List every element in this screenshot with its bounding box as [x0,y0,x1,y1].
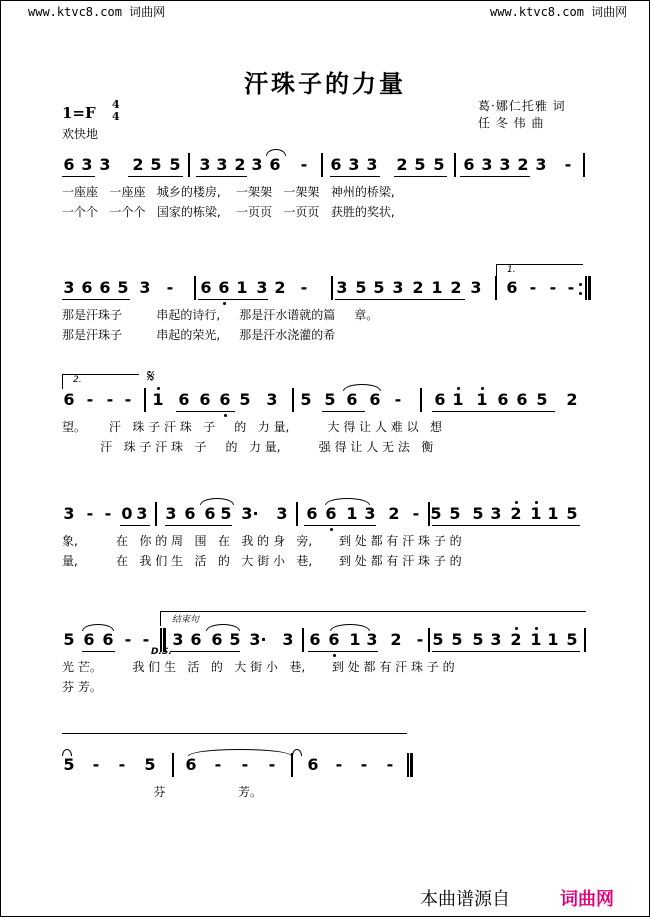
low-octave-dot [223,302,226,305]
note: 5 [150,155,162,174]
final-barline [588,276,591,300]
lyrics-verse-2: 一个个 一个个 国家的栋梁, 一页页 一页页 获胜的奖状, [62,205,395,219]
high-octave-dot [515,627,518,630]
note: 2 [412,278,424,297]
note: 2 [234,155,246,174]
note: 3 [392,278,404,297]
note: 2 [132,155,144,174]
note: - [92,755,100,774]
note: 3· [241,504,259,523]
note: 6 [81,278,93,297]
beam-underline [165,525,232,526]
barline [454,153,456,177]
note: 6 [99,278,111,297]
note: 3 [364,504,376,523]
note: 3 [490,504,502,523]
note: - [86,390,94,409]
note: - [335,755,343,774]
note: - [567,278,575,297]
note: - [106,390,114,409]
lyrics-verse-2: 芬 芳。 [62,680,102,694]
footer-brand-link[interactable]: 词曲网 [560,889,614,910]
note: 3 [251,155,263,174]
note: 6 [516,390,528,409]
slur-tie [292,749,302,756]
barline [155,502,157,526]
note: 5 [451,630,463,649]
note: 5 [220,504,232,523]
note: 1 [452,390,464,409]
beam-underline [128,176,183,177]
lyrics-verse-1: 一座座 一座座 城乡的楼房, 一架架 一架架 神州的桥梁, [62,185,395,199]
note: 6 [269,155,281,174]
note: 6 [178,390,190,409]
note: 2 [517,155,529,174]
note: 3 [348,155,360,174]
note: 5 [566,630,578,649]
note: 3 [63,278,75,297]
note: 0 [121,504,133,523]
beam-underline [170,651,240,652]
note: 1 [152,390,164,409]
note: 6 [328,630,340,649]
note: 6 [63,390,75,409]
barline [583,153,585,177]
note: 6 [369,390,381,409]
barline [292,388,294,412]
note: 2 [390,630,402,649]
barline [585,276,587,300]
note: 1 [547,504,559,523]
lyrics-verse-1: 象, 在 你 的 周 围 在 我 的 身 旁, 到 处 都 有 汗 珠 子 的 [62,534,462,548]
barline [194,276,196,300]
barline [584,628,586,652]
note: 2 [396,155,408,174]
note: 5 [169,155,181,174]
note: - [104,504,112,523]
barline [302,628,304,652]
note: 3 [63,504,75,523]
lyrics-verse-1: 望。 汗 珠 子 汗 珠 子 的 力 量, 大 得 让 人 难 以 想 [62,420,443,434]
note: 2 [510,504,522,523]
beam-underline [335,299,465,300]
composer-credit: 任 冬 伟 曲 [478,116,545,130]
lyrics-verse-2: 那是汗珠子 串起的荣光, 那是汗水浇灌的希 [62,328,336,342]
note: 3 [99,155,111,174]
high-octave-dot [535,501,538,504]
meter-bottom: 4 [112,110,120,123]
note: 5 [117,278,129,297]
song-title: 汗珠子的力量 [244,69,406,98]
slur-tie [343,384,381,391]
note: 3 [172,630,184,649]
note: 2 [450,278,462,297]
lyricist-credit: 葛·娜仁托雅 词 [478,99,566,113]
key-signature: 1=F [62,104,96,122]
volta-second-label: 2. [73,375,82,385]
segno-sign: 𝄋 [147,366,155,387]
note: 5 [449,504,461,523]
note: 1 [530,630,542,649]
note: 6 [306,504,318,523]
note: - [142,630,150,649]
beam-underline [198,299,268,300]
low-octave-dot [330,528,333,531]
slur-tie [325,498,370,505]
note: 3 [282,630,294,649]
high-octave-dot [481,387,484,390]
beam-underline [394,176,447,177]
note: 3 [366,155,378,174]
note: - [394,390,402,409]
note: 6 [497,390,509,409]
barline [420,388,422,412]
note: - [416,630,424,649]
note: 6 [463,155,475,174]
note: 5 [472,630,484,649]
time-signature [112,99,120,123]
note: 3 [481,155,493,174]
note: 6 [307,755,319,774]
volta-first-label: 1. [507,265,516,275]
note: 2 [388,504,400,523]
barline [296,502,298,526]
repeat-dot [579,292,582,295]
note: 1 [236,278,248,297]
note: 3 [366,630,378,649]
note: 5 [433,155,445,174]
barline [331,276,333,300]
beam-underline [176,411,235,412]
note: 5 [63,630,75,649]
note: 3· [249,630,267,649]
note: 6 [185,755,197,774]
beam-underline [460,176,530,177]
barline [188,153,190,177]
note: 5 [355,278,367,297]
note: 6 [204,504,216,523]
lyrics-verse-1: 那是汗珠子 串起的诗行, 那是汗水谱就的篇 章。 [62,308,379,322]
note: 5 [430,504,442,523]
beam-underline [82,651,115,652]
note: 3 [256,278,268,297]
note: 5 [414,155,426,174]
ending-bracket [160,611,586,626]
note: 6 [219,390,231,409]
site-watermark-left[interactable]: www.ktvc8.com 词曲网 [28,5,166,19]
note: - [300,278,308,297]
barline [407,753,409,777]
note: 6 [184,504,196,523]
note: 5 [536,390,548,409]
dal-segno-mark: D.S. [151,647,172,657]
note: 6 [200,278,212,297]
note: 5 [324,390,336,409]
note: 6 [330,155,342,174]
note: 6 [309,630,321,649]
low-octave-dot [333,654,336,657]
note: 6 [218,278,230,297]
barline [172,753,174,777]
note: 3 [139,278,151,297]
note: 6 [63,155,75,174]
tempo-marking: 欢快地 [62,127,99,141]
beam-underline [196,176,247,177]
note: 6 [211,630,223,649]
note: 6 [199,390,211,409]
note: 2 [274,278,286,297]
ending-bracket-continued [62,733,407,748]
beam-underline [62,176,95,177]
meter-top: 4 [112,98,120,111]
lyrics-verse-2: 量, 在 我 们 生 活 的 大 街 小 巷, 到 处 都 有 汗 珠 子 的 [62,554,462,568]
note: 3 [490,630,502,649]
beam-underline [330,176,380,177]
note: 6 [434,390,446,409]
note: - [268,755,276,774]
note: 3 [216,155,228,174]
slur-tie [188,749,292,756]
barline [495,276,497,300]
note: - [214,755,222,774]
footer-source-text: 本曲谱源自 [420,889,510,910]
beam-underline [432,411,555,412]
note: - [124,390,132,409]
note: - [564,155,572,174]
note: - [300,155,308,174]
ending-label: 结束句 [172,615,200,625]
beam-underline [432,525,580,526]
note: 3 [81,155,93,174]
note: 3 [336,278,348,297]
slur-tie [200,498,234,505]
low-octave-dot [224,414,227,417]
note: 2 [566,390,578,409]
note: - [86,504,94,523]
high-octave-dot [515,501,518,504]
note: 3 [276,504,288,523]
lyrics-verse-1: 光 芒。 我 们 生 活 的 大 街 小 巷, 到 处 都 有 汗 珠 子 的 [62,660,455,674]
note: 1 [476,390,488,409]
note: 1 [547,630,559,649]
note: 3 [535,155,547,174]
note: 3 [136,504,148,523]
note: - [412,504,420,523]
slur-tie [266,149,286,156]
beam-underline [304,525,376,526]
note: - [118,755,126,774]
high-octave-dot [457,387,460,390]
note: 6 [506,278,518,297]
high-octave-dot [535,627,538,630]
note: - [166,278,174,297]
barline [291,753,293,777]
beam-underline [322,411,365,412]
note: - [241,755,249,774]
note: 5 [472,504,484,523]
note: 3 [165,504,177,523]
beam-underline [432,651,580,652]
note: 5 [63,755,75,774]
note: 6 [325,504,337,523]
note: 5 [239,390,251,409]
note: 3 [199,155,211,174]
note: 2 [510,630,522,649]
note: 5 [300,390,312,409]
high-octave-dot [157,387,160,390]
beam-underline [308,651,378,652]
note: 3 [470,278,482,297]
note: 6 [190,630,202,649]
repeat-dot [579,283,582,286]
note: - [549,278,557,297]
note: 6 [83,630,95,649]
lyrics-verse-1: 芬 芳。 [62,785,263,799]
note: 5 [229,630,241,649]
slur-tie [82,624,114,631]
note: 6 [102,630,114,649]
note: - [124,630,132,649]
note: 5 [373,278,385,297]
final-barline [410,753,413,777]
note: 1 [349,630,361,649]
slur-tie [62,749,72,756]
note: - [360,755,368,774]
lyrics-verse-2: 汗 珠 子 汗 珠 子 的 力 量, 强 得 让 人 无 法 衡 [62,440,434,454]
note: 3 [499,155,511,174]
beam-underline [120,525,150,526]
note: 6 [346,390,358,409]
note: 5 [566,504,578,523]
barline [428,502,430,526]
note: 1 [346,504,358,523]
note: 1 [431,278,443,297]
barline [428,628,430,652]
note: 5 [144,755,156,774]
beam-underline [62,299,130,300]
note: - [386,755,394,774]
barline [144,388,146,412]
note: 5 [432,630,444,649]
note: 1 [530,504,542,523]
note: - [529,278,537,297]
site-watermark-right[interactable]: www.ktvc8.com 词曲网 [490,5,628,19]
barline [321,153,323,177]
note: 3 [266,390,278,409]
